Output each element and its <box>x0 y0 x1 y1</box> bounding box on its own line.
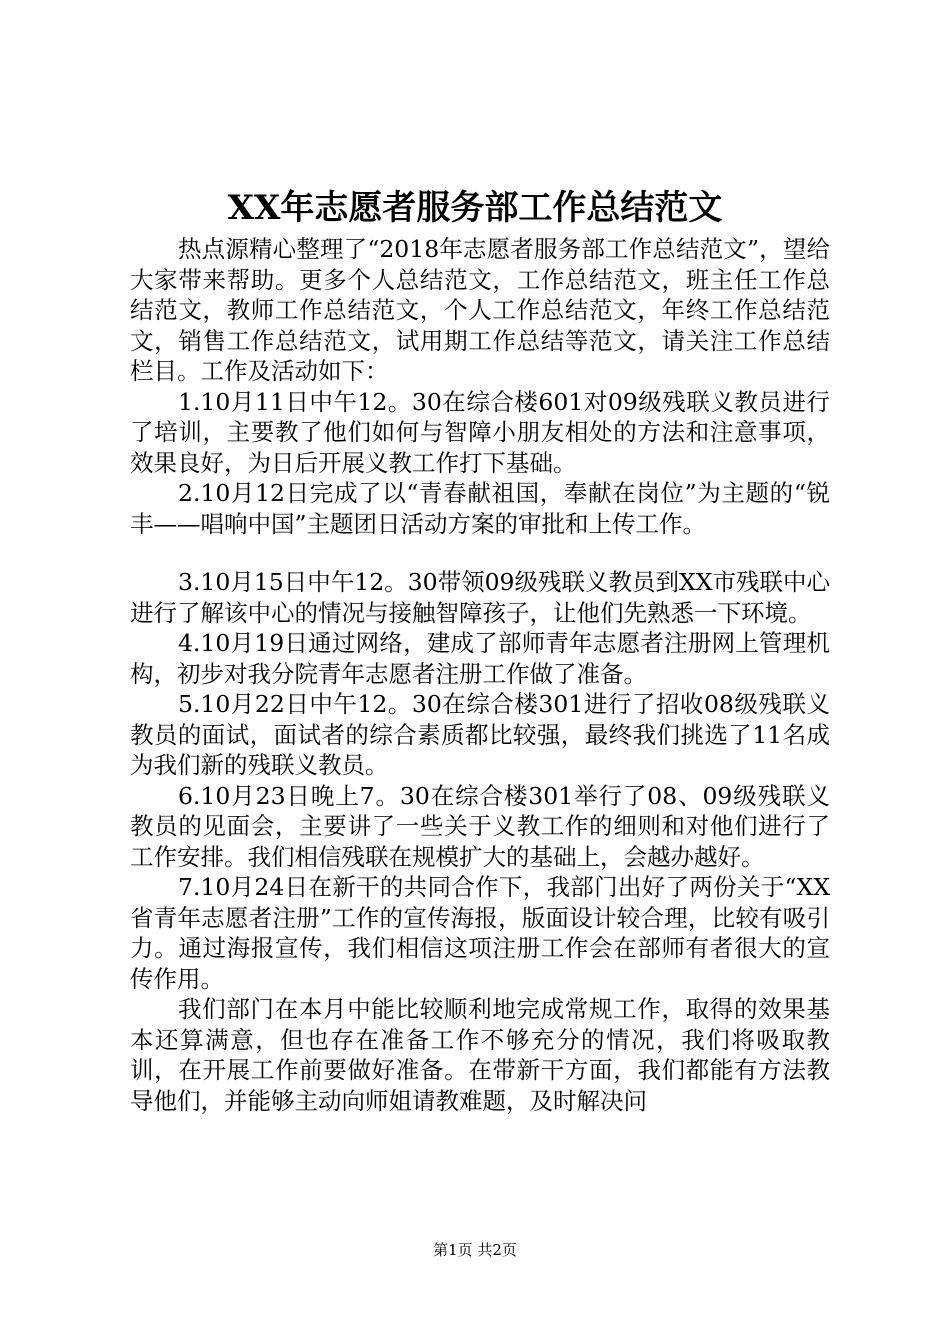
paragraph-item-4: 4.10月19日通过网络，建成了部师青年志愿者注册网上管理机构，初步对我分院青年志愿者注册工作做了准备。 <box>130 629 830 688</box>
paragraph-item-3: 3.10月15日中午12。30带领09级残联义教员到XX市残联中心进行了解该中心的情况与接触智障孩子，让他们先熟悉一下环境。 <box>130 568 830 627</box>
paragraph-item-7: 7.10月24日在新干的共同合作下，我部门出好了两份关于“XX省青年志愿者注册”工作的宣传海报，版面设计较合理，比较有吸引力。通过海报宣传，我们相信这项注册工作会在部师有者很大的宣传作用。 <box>130 873 830 993</box>
document-title: XX年志愿者服务部工作总结范文 <box>227 188 723 228</box>
paragraph-item-6: 6.10月23日晚上7。30在综合楼301举行了08、09级残联义教员的见面会，主要讲了一些关于义教工作的细则和对他们进行了工作安排。我们相信残联在规模扩大的基础上，会越办越好。 <box>130 781 830 871</box>
page-number-footer: 第1页 共2页 <box>433 1241 517 1259</box>
document-body <box>130 234 830 1116</box>
paragraph-item-1: 1.10月11日中午12。30在综合楼601对09级残联义教员进行了培训，主要教了他们如何与智障小朋友相处的方法和注意事项，效果良好，为日后开展义教工作打下基础。 <box>130 387 830 477</box>
paragraph-gap <box>130 539 830 567</box>
paragraph-item-5: 5.10月22日中午12。30在综合楼301进行了招收08级残联义教员的面试，面试者的综合素质都比较强，最终我们挑选了11名成为我们新的残联义教员。 <box>130 690 830 779</box>
paragraph-item-2: 2.10月12日完成了以“青春献祖国，奉献在岗位”为主题的“锐丰——唱响中国”主题团日活动方案的审批和上传工作。 <box>130 479 830 538</box>
paragraph-conclusion: 我们部门在本月中能比较顺利地完成常规工作，取得的效果基本还算满意，但也存在准备工作不够充分的情况，我们将吸取教训，在开展工作前要做好准备。在带新干方面，我们都能有方法教导他们，并能够主动向师姐请教难题，及时解决问 <box>130 995 830 1115</box>
paragraph-intro: 热点源精心整理了“2018年志愿者服务部工作总结范文”，望给大家带来帮助。更多个人总结范文，工作总结范文，班主任工作总结范文，教师工作总结范文，个人工作总结范文，年终工作总结范文，销售工作总结范文，试用期工作总结等范文，请关注工作总结栏目。工作及活动如下： <box>130 235 830 385</box>
